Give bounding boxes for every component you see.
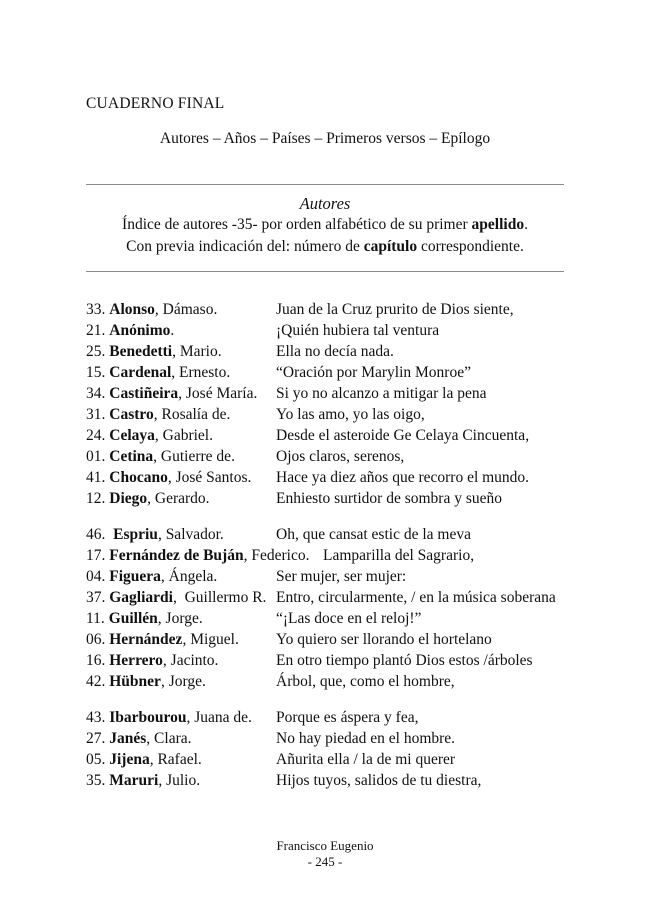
first-verse: “¡Las doce en el reloj!” (276, 610, 422, 627)
author-given-name: , José María. (178, 385, 258, 402)
author-name (86, 488, 210, 509)
author-surname: Janés (109, 730, 147, 747)
author-entry (86, 770, 586, 791)
author-name (86, 608, 203, 629)
first-verse: Lamparilla del Sagrario, (323, 547, 475, 564)
author-entry (86, 320, 586, 341)
author-surname: Castro (109, 406, 154, 423)
author-surname: Jijena (109, 751, 150, 768)
author-surname: Ibarbourou (109, 709, 187, 726)
first-verse: Ser mujer, ser mujer: (276, 568, 407, 585)
author-entry (86, 728, 586, 749)
author-given-name: , Miguel. (182, 631, 239, 648)
author-index-list (86, 299, 586, 791)
chapter-number: 17. (86, 547, 110, 564)
page-number: - 245 - (307, 854, 343, 869)
page-title: CUADERNO FINAL (86, 95, 225, 112)
chapter-number: 35. (86, 772, 110, 789)
top-divider (86, 184, 564, 185)
author-name (86, 587, 266, 608)
author-entry (86, 404, 586, 425)
first-verse: En otro tiempo plantó Dios estos /árboles (276, 652, 533, 669)
first-verse: ¡Quién hubiera tal ventura (276, 322, 440, 339)
first-verse: Árbol, que, como el hombre, (276, 673, 455, 690)
chapter-number: 05. (86, 751, 110, 768)
chapter-number: 11. (86, 610, 109, 627)
author-entry (86, 446, 586, 467)
chapter-number: 25. (86, 343, 110, 360)
chapter-number: 24. (86, 427, 110, 444)
chapter-number: 42. (86, 673, 110, 690)
first-verse: Oh, que cansat estic de la meva (276, 526, 471, 543)
author-given-name: , Rafael. (149, 751, 202, 768)
author-entry (86, 671, 586, 692)
author-surname: Gagliardi (109, 589, 173, 606)
author-entry (86, 545, 586, 566)
author-entry (86, 608, 586, 629)
chapter-number: 34. (86, 385, 110, 402)
author-entry (86, 749, 586, 770)
first-verse: Ella no decía nada. (276, 343, 394, 360)
chapter-number: 06. (86, 631, 110, 648)
author-given-name: , Clara. (146, 730, 192, 747)
author-name (86, 545, 309, 566)
author-name (86, 383, 257, 404)
author-surname: Figuera (109, 568, 161, 585)
author-name (86, 362, 230, 383)
description-text: Índice de autores -35- por orden alfabético de su primer (122, 216, 472, 233)
author-given-name: , Gutierre de. (153, 448, 235, 465)
chapter-number: 12. (86, 490, 110, 507)
author-given-name: , Gabriel. (154, 427, 213, 444)
author-given-name: , Salvador. (157, 526, 224, 543)
author-surname: Celaya (109, 427, 155, 444)
author-given-name: , Ernesto. (171, 364, 231, 381)
section-heading: Autores (299, 194, 351, 213)
author-surname: Alonso (109, 301, 155, 318)
page-subtitle: Autores – Años – Países – Primeros versos – Epílogo (159, 130, 491, 147)
author-given-name: , Jacinto. (162, 652, 219, 669)
section-description-line-1 (0, 216, 650, 234)
first-verse: Añurita ella / la de mi querer (276, 751, 456, 768)
author-entry (86, 566, 586, 587)
author-name (86, 629, 239, 650)
chapter-number: 43. (86, 709, 110, 726)
author-name (86, 341, 222, 362)
author-given-name: , Ángela. (160, 568, 218, 585)
group-spacer (86, 509, 586, 524)
author-entry (86, 650, 586, 671)
author-surname: Benedetti (109, 343, 173, 360)
first-verse: Desde el asteroide Ge Celaya Cincuenta, (276, 427, 530, 444)
author-entry (86, 362, 586, 383)
footer-author: Francisco Eugenio (276, 838, 374, 853)
author-surname: Castiñeira (109, 385, 179, 402)
author-given-name: , Jorge. (160, 673, 206, 690)
chapter-number: 15. (86, 364, 110, 381)
description-text: . (524, 216, 528, 233)
author-name (86, 749, 202, 770)
author-entry (86, 587, 586, 608)
author-entry (86, 629, 586, 650)
author-surname: Cardenal (109, 364, 172, 381)
author-entry (86, 341, 586, 362)
chapter-number: 33. (86, 301, 110, 318)
author-surname: Hübner (109, 673, 161, 690)
author-name (86, 650, 218, 671)
author-surname: Herrero (109, 652, 163, 669)
author-given-name: , Guillermo R. (172, 589, 267, 606)
author-entry (86, 425, 586, 446)
author-given-name: , Gerardo. (147, 490, 210, 507)
author-name (86, 707, 252, 728)
section-description-line-2 (0, 238, 650, 256)
chapter-number: 01. (86, 448, 110, 465)
chapter-number: 46. (86, 526, 114, 543)
description-emphasis: apellido (471, 216, 525, 233)
author-surname: Hernández (109, 631, 183, 648)
author-surname: Fernández de Buján (109, 547, 244, 564)
author-given-name: , Federico. (243, 547, 310, 564)
author-surname: Anónimo (109, 322, 171, 339)
chapter-number: 41. (86, 469, 110, 486)
author-surname: Espriu (113, 526, 158, 543)
author-name (86, 770, 200, 791)
first-verse: Porque es áspera y fea, (276, 709, 419, 726)
first-verse: Yo quiero ser llorando el hortelano (276, 631, 492, 648)
description-text: correspondiente. (417, 238, 524, 255)
first-verse: Hace ya diez años que recorro el mundo. (276, 469, 530, 486)
author-given-name: , Julio. (158, 772, 201, 789)
author-name (86, 320, 174, 341)
first-verse: No hay piedad en el hombre. (276, 730, 456, 747)
description-emphasis: capítulo (363, 238, 418, 255)
author-given-name: , Dámaso. (154, 301, 218, 318)
author-surname: Diego (109, 490, 148, 507)
author-entry (86, 707, 586, 728)
author-surname: Guillén (108, 610, 158, 627)
first-verse: Yo las amo, yo las oigo, (276, 406, 425, 423)
chapter-number: 04. (86, 568, 110, 585)
chapter-number: 31. (86, 406, 110, 423)
first-verse: “Oración por Marylin Monroe” (276, 364, 471, 381)
author-name (86, 446, 235, 467)
first-verse: Juan de la Cruz prurito de Dios siente, (276, 301, 514, 318)
bottom-divider (86, 271, 564, 272)
author-given-name: , Mario. (172, 343, 222, 360)
author-name (86, 566, 217, 587)
author-name (86, 425, 213, 446)
description-text: Con previa indicación del: número de (126, 238, 364, 255)
author-given-name: , José Santos. (167, 469, 252, 486)
first-verse: Enhiesto surtidor de sombra y sueño (276, 490, 503, 507)
author-name (86, 671, 206, 692)
author-given-name: , Juana de. (186, 709, 252, 726)
author-entry (86, 467, 586, 488)
author-entry (86, 383, 586, 404)
author-given-name: , Rosalía de. (153, 406, 231, 423)
author-entry (86, 299, 586, 320)
chapter-number: 21. (86, 322, 110, 339)
author-name (86, 299, 217, 320)
author-entry (86, 488, 586, 509)
chapter-number: 16. (86, 652, 110, 669)
author-name (86, 524, 224, 545)
author-given-name: , Jorge. (157, 610, 203, 627)
author-surname: Chocano (109, 469, 168, 486)
group-spacer (86, 692, 586, 707)
first-verse: Ojos claros, serenos, (276, 448, 405, 465)
chapter-number: 27. (86, 730, 110, 747)
author-surname: Cetina (109, 448, 154, 465)
author-name (86, 467, 251, 488)
author-entry (86, 524, 586, 545)
author-name (86, 404, 230, 425)
author-given-name: . (170, 322, 175, 339)
chapter-number: 37. (86, 589, 110, 606)
first-verse: Hijos tuyos, salidos de tu diestra, (276, 772, 482, 789)
first-verse: Entro, circularmente, / en la música soberana (276, 589, 556, 606)
first-verse: Si yo no alcanzo a mitigar la pena (276, 385, 487, 402)
author-name (86, 728, 192, 749)
author-surname: Maruri (109, 772, 159, 789)
